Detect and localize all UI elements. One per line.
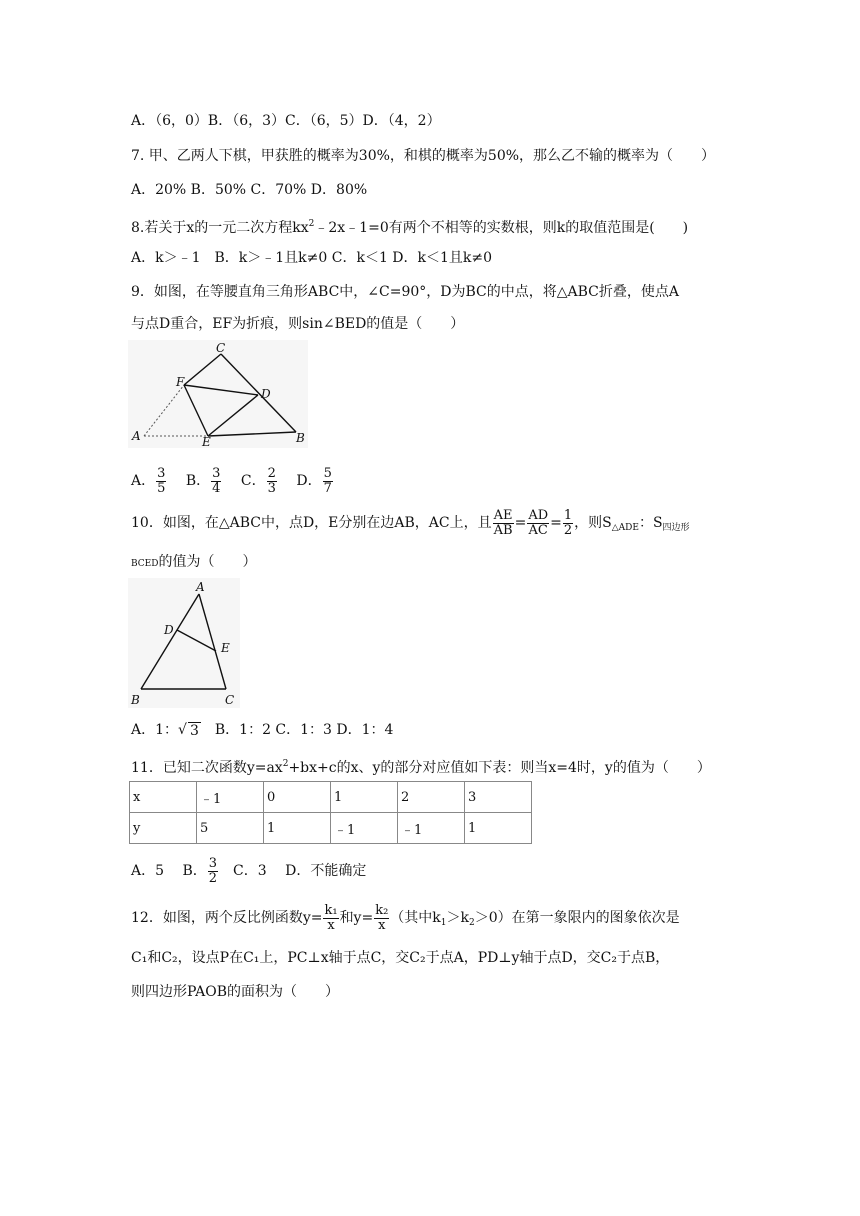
table-cell: ﹣1 [398, 813, 465, 844]
q10-opt-a: A．1： [131, 722, 179, 738]
q11-options [131, 856, 366, 886]
q9-opt-b-label: B． [185, 473, 211, 489]
q9-label-c: C [216, 341, 226, 355]
q10-label-a: A [196, 580, 205, 594]
table-cell: 1 [331, 782, 398, 813]
q12-stem-line2: C₁和C₂，设点P在C₁上，PC⊥x轴于点C，交C₂于点A，PD⊥y轴于点D，交C₂于点B， [131, 950, 670, 966]
q10-f3-num: 1 [563, 507, 573, 523]
q9-opt-b-frac [211, 467, 221, 496]
q9-opt-c-frac [267, 467, 277, 496]
q9-opt-c-num: 2 [267, 465, 276, 481]
q10-label-b: B [131, 693, 140, 707]
q12-f2-den: x [378, 917, 386, 933]
table-cell: 1 [264, 813, 331, 844]
q12-f1-num: k₁ [324, 902, 338, 918]
q10-opt-rest: B．1：2 C．1：3 D．1：4 [200, 722, 394, 738]
table-cell: ﹣1 [197, 782, 264, 813]
q10-frac-half [563, 509, 573, 538]
q9-opt-d-label: D． [296, 473, 322, 489]
q10-f2-num: AD [528, 507, 549, 523]
q9-opt-a-num: 3 [157, 465, 166, 481]
q7-stem: 7. 甲、乙两人下棋，甲获胜的概率为30%，和棋的概率为50%，那么乙不输的概率为（ ） [131, 148, 716, 164]
table-cell: 5 [197, 813, 264, 844]
q11-stem-b: +bx+c的x、y的部分对应值如下表：则当x=4时，y的值为（ ） [288, 760, 711, 776]
q9-opt-a-frac [156, 467, 166, 496]
table-cell: ﹣1 [331, 813, 398, 844]
q12-pre: 12．如图，两个反比例函数y= [131, 910, 323, 926]
q10-label-c: C [225, 693, 235, 707]
q11-opt-a: A．5 B． [131, 863, 207, 879]
q12-stem-line3: 则四边形PAOB的面积为（ ） [131, 984, 340, 1000]
q12-tail: ＞0）在第一象限内的图象依次是 [474, 910, 680, 926]
q11-stem-a: 11．已知二次函数y=ax [131, 760, 283, 776]
q10-label-d: D [164, 623, 174, 637]
q9-label-b: B [296, 431, 305, 445]
table-row [130, 782, 532, 813]
q12-frac-k1 [323, 904, 338, 933]
q8-stem-b: ﹣2x﹣1=0有两个不相等的实数根，则k的取值范围是( ) [314, 220, 689, 236]
q12-and: 和y= [339, 910, 374, 926]
q12-frac-k2 [374, 904, 389, 933]
q10-post: ，则S [574, 515, 612, 531]
q9-opt-c-den: 3 [267, 480, 276, 496]
q9-label-e: E [202, 435, 211, 448]
table-cell: 0 [264, 782, 331, 813]
q12-f1-den: x [327, 917, 335, 933]
q9-opt-d-num: 5 [323, 465, 332, 481]
q10-sub-quad: 四边形 [662, 523, 690, 533]
q9-stem-line2: 与点D重合，EF为折痕，则sin∠BED的值是（ ） [131, 316, 465, 332]
q10-line2: 的值为（ ） [158, 554, 257, 570]
q9-opt-c-label: C． [240, 473, 266, 489]
q9-options [131, 466, 334, 496]
q9-opt-d-frac [323, 467, 333, 496]
q12-post: （其中k [390, 910, 441, 926]
q10-sub-bced: BCED [131, 559, 159, 569]
table-cell: 2 [398, 782, 465, 813]
q8-options: A．k＞﹣1 B．k＞﹣1且k≠0 C．k＜1 D．k＜1且k≠0 [131, 250, 493, 266]
q10-pre: 10．如图，在△ABC中，点D，E分别在边AB，AC上，且 [131, 515, 492, 531]
q11-opt-b-num: 3 [208, 855, 218, 871]
q12-f2-num: k₂ [375, 902, 389, 918]
q11-opt-b-frac [208, 857, 218, 886]
q7-options: A．20% B．50% C．70% D．80% [131, 182, 368, 198]
table-cell: 3 [465, 782, 532, 813]
q10-stem [131, 508, 690, 543]
q9-label-f: F [176, 375, 185, 389]
table-cell: y [130, 813, 197, 844]
q8-stem-a: 8.若关于x的一元二次方程kx [131, 220, 309, 236]
q12-stem [131, 902, 680, 939]
q9-stem-line1: 9．如图，在等腰直角三角形ABC中，∠C=90°，D为BC的中点，将△ABC折叠，使点A [131, 284, 679, 300]
q10-label-e: E [221, 641, 230, 655]
q11-stem [131, 754, 711, 778]
q10-eq2: = [550, 515, 562, 531]
q10-mid: ：S [638, 515, 663, 531]
q9-opt-a-den: 5 [157, 480, 166, 496]
q11-opt-rest: C．3 D．不能确定 [219, 863, 367, 879]
q10-f2-den: AC [528, 522, 548, 538]
q10-options: A．1：√ 3 B．1：2 C．1：3 D．1：4 [131, 722, 394, 739]
table-row [130, 813, 532, 844]
q8-sup: 2 [308, 219, 315, 229]
q10-opt-a-root: 3 [189, 722, 199, 739]
q11-opt-b-den: 2 [208, 870, 218, 886]
q11-sup: 2 [282, 759, 289, 769]
q12-gt: ＞k [446, 910, 469, 926]
q8-stem [131, 214, 688, 238]
q9-triangle-figure [128, 340, 308, 448]
q6-options: A．（6，0）B．（6，3）C．（6，5）D．（4，2） [131, 113, 441, 129]
q9-opt-b-num: 3 [212, 465, 221, 481]
q12-sub-1: 1 [440, 918, 447, 928]
q12-sub-2: 2 [469, 918, 475, 928]
q10-f3-den: 2 [563, 522, 573, 538]
q9-opt-a-label: A． [131, 473, 156, 489]
q9-opt-d-den: 7 [323, 480, 332, 496]
table-cell: 1 [465, 813, 532, 844]
q10-f1-den: AB [493, 522, 513, 538]
q10-frac-ad-ac [527, 509, 549, 538]
table-cell: x [130, 782, 197, 813]
q10-f1-num: AE [493, 507, 513, 523]
q9-label-a: A [132, 429, 141, 443]
q9-opt-b-den: 4 [212, 480, 221, 496]
q10-eq1: = [514, 515, 527, 531]
q10-triangle-figure [128, 578, 240, 708]
q11-value-table [129, 781, 532, 844]
q10-sub-ade: △ADE [611, 523, 639, 533]
q10-stem-line2 [131, 552, 256, 574]
q10-frac-ae-ab [493, 509, 514, 538]
q9-label-d: D [261, 387, 271, 401]
